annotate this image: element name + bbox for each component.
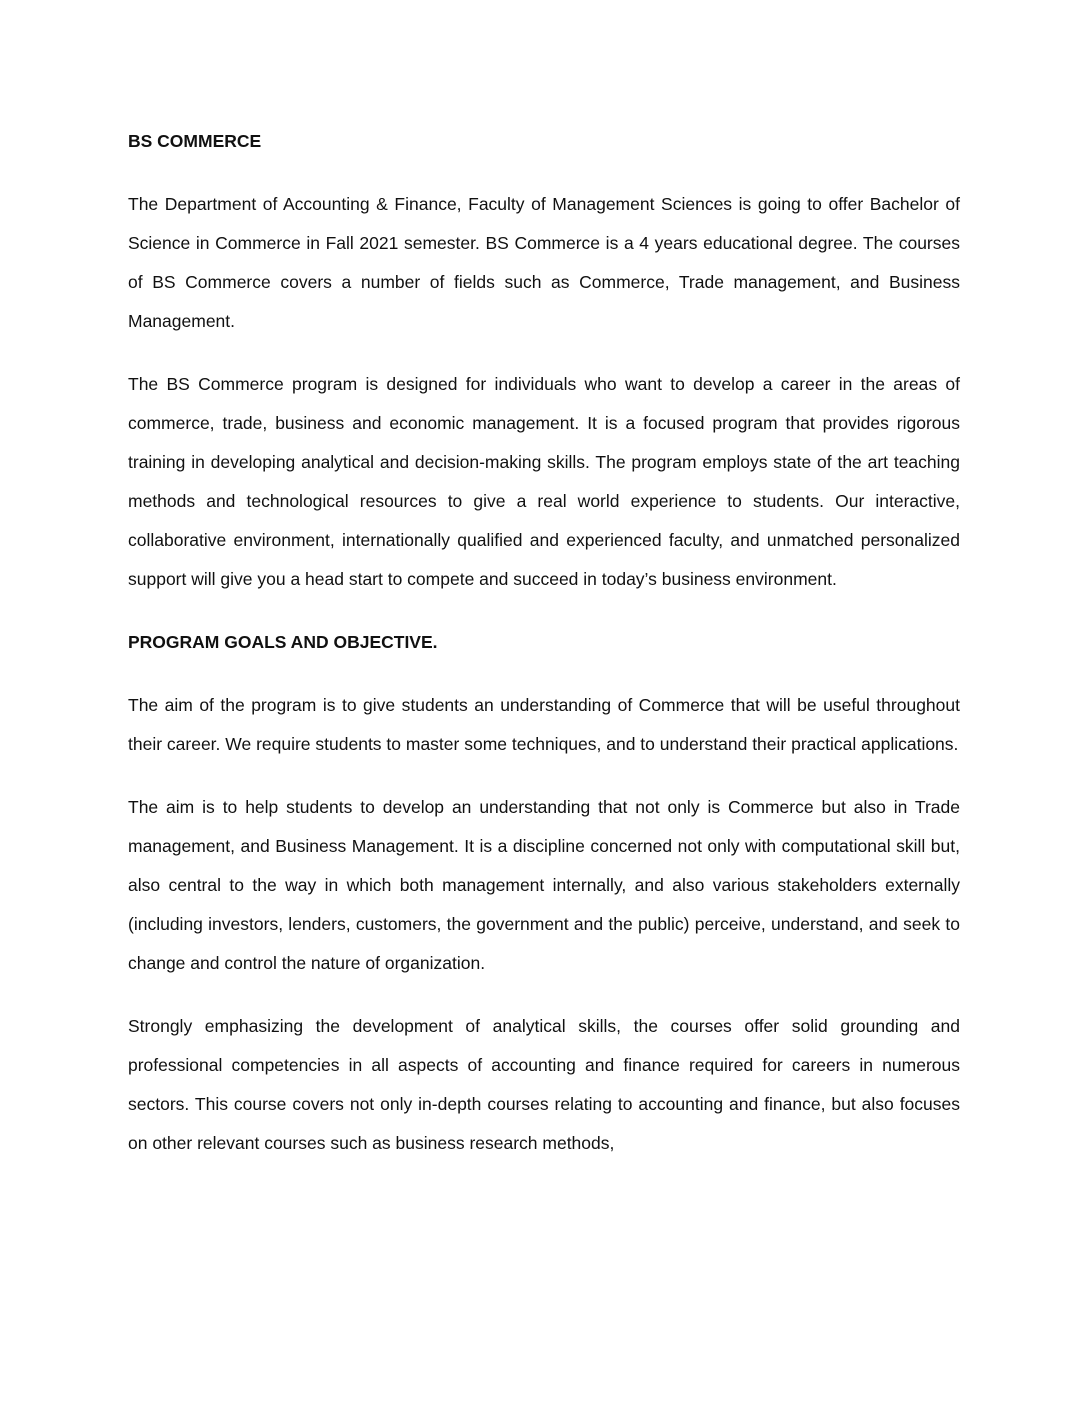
heading-bs-commerce: BS COMMERCE <box>128 131 262 151</box>
document-body <box>128 122 960 1163</box>
heading-program-goals: PROGRAM GOALS AND OBJECTIVE. <box>128 632 438 652</box>
paragraph-introduction: The Department of Accounting & Finance, Faculty of Management Sciences is going to offer Bachelor of Science in Commerce in Fall 2021 semester. BS Commerce is a 4 years educational degree. The courses of BS Commerce covers a number of fields such as Commerce, Trade management, and Business Management. <box>128 194 960 331</box>
paragraph-understanding-aim: The aim is to help students to develop an understanding that not only is Commerce but also in Trade management, and Business Management. It is a discipline concerned not only with computational skill but, also central to the way in which both management internally, and also various stakeholders externally (including investors, lenders, customers, the government and the public) perceive, understand, and seek to change and control the nature of organization. <box>128 797 960 973</box>
paragraph-analytical-skills: Strongly emphasizing the development of analytical skills, the courses offer solid grounding and professional competencies in all aspects of accounting and finance required for careers in numerous sectors. This course covers not only in-depth courses relating to accounting and finance, but also focuses on other relevant courses such as business research methods, <box>128 1016 960 1153</box>
paragraph-program-design: The BS Commerce program is designed for individuals who want to develop a career in the areas of commerce, trade, business and economic management. It is a focused program that provides rigorous training in developing analytical and decision-making skills. The program employs state of the art teaching methods and technological resources to give a real world experience to students. Our interactive, collaborative environment, internationally qualified and experienced faculty, and unmatched personalized support will give you a head start to compete and succeed in today’s business environment. <box>128 374 960 589</box>
paragraph-program-aim: The aim of the program is to give students an understanding of Commerce that will be useful throughout their career. We require students to master some techniques, and to understand their practical applications. <box>128 695 960 754</box>
